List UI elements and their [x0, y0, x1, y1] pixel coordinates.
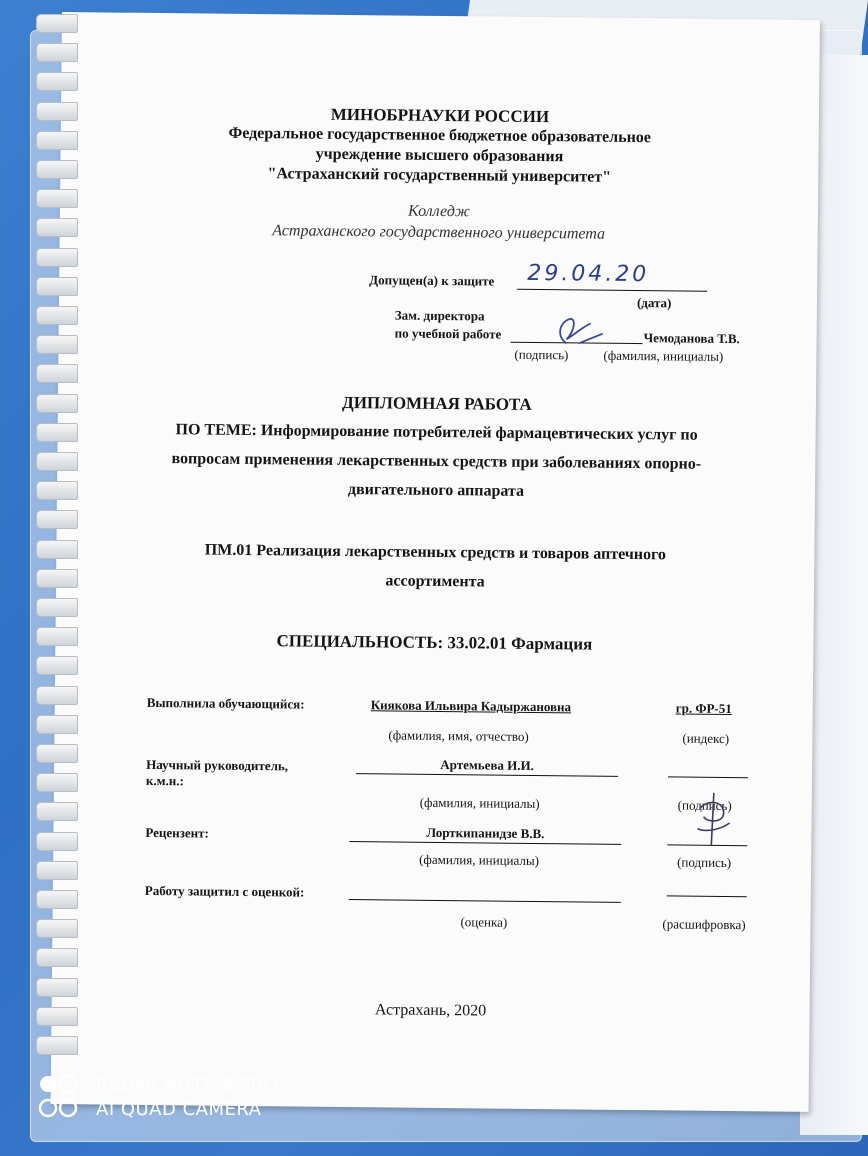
- spiral-ring: [36, 277, 78, 296]
- grade-label: Работу защитил с оценкой:: [144, 882, 305, 900]
- spiral-ring: [36, 102, 78, 121]
- deputy-line-1: Зам. директора: [394, 307, 485, 324]
- group-caption: (индекс): [682, 730, 730, 747]
- spiral-ring: [36, 656, 78, 675]
- student-name: Киякова Ильвира Кадыржановна: [370, 697, 572, 715]
- spiral-ring: [36, 481, 78, 500]
- institution-line-2: учреждение высшего образования: [315, 145, 564, 166]
- spiral-ring: [36, 218, 78, 237]
- spiral-ring: [36, 43, 78, 62]
- spiral-ring: [36, 715, 78, 734]
- spiral-ring: [36, 861, 78, 880]
- supervisor-sign-line: [668, 776, 748, 778]
- spiral-ring: [36, 919, 78, 938]
- ministry-heading: МИНОБРНАУКИ РОССИИ: [330, 104, 550, 127]
- name-caption: (фамилия, инициалы): [603, 347, 724, 364]
- spiral-ring: [36, 364, 78, 383]
- spiral-binding: [36, 14, 80, 1064]
- topic-line-3: двигательного аппарата: [347, 481, 525, 500]
- supervisor-caption: (фамилия, инициалы): [419, 794, 540, 812]
- spiral-ring: [36, 978, 78, 997]
- spiral-ring: [36, 14, 78, 33]
- student-group: гр. ФР-51: [675, 700, 732, 717]
- spiral-ring: [36, 452, 78, 471]
- supervisor-name: Артемьева И.И.: [440, 757, 535, 773]
- spiral-ring: [36, 832, 78, 851]
- college-line-1: Колледж: [408, 202, 470, 221]
- spiral-ring: [36, 948, 78, 967]
- spiral-ring: [36, 160, 78, 179]
- watermark-line-2: AI QUAD CAMERA: [96, 1099, 262, 1120]
- title-page: [51, 12, 820, 1112]
- decode-line: [667, 895, 747, 897]
- supervisor-signature: [693, 789, 734, 849]
- module-line-1: ПМ.01 Реализация лекарственных средств и товаров аптечного: [204, 541, 667, 564]
- spiral-ring: [36, 335, 78, 354]
- spiral-ring: [36, 569, 78, 588]
- spiral-ring: [36, 306, 78, 325]
- specialty: СПЕЦИАЛЬНОСТЬ: 33.02.01 Фармация: [276, 631, 593, 654]
- watermark-line-1: REDMI NOTE 8 PRO: [96, 1074, 279, 1095]
- city-year: Астрахань, 2020: [374, 1001, 487, 1020]
- date-caption: (дата): [636, 295, 672, 311]
- spiral-ring: [36, 131, 78, 150]
- spiral-ring: [36, 423, 78, 442]
- student-label: Выполнила обучающийся:: [146, 694, 305, 712]
- institution-line-1: Федеральное государственное бюджетное образовательное: [228, 124, 652, 147]
- decode-caption: (расшифровка): [662, 916, 746, 933]
- spiral-ring: [36, 510, 78, 529]
- university-name: "Астраханский государственный университет": [267, 165, 612, 186]
- supervisor-label-1: Научный руководитель,: [146, 756, 289, 774]
- spiral-ring: [36, 686, 78, 705]
- module-line-2: ассортимента: [385, 572, 485, 591]
- spiral-ring: [36, 248, 78, 267]
- document-page: [51, 12, 820, 1112]
- reviewer-caption: (фамилия, инициалы): [419, 851, 540, 869]
- spiral-ring: [36, 394, 78, 413]
- signature-caption: (подпись): [514, 346, 569, 363]
- admitted-date-line: [517, 289, 707, 292]
- reviewer-name: Лорткипанидзе В.В.: [426, 824, 545, 842]
- grade-line: [349, 899, 621, 903]
- spiral-ring: [36, 598, 78, 617]
- spiral-ring: [36, 744, 78, 763]
- camera-lens-icon: [38, 1074, 82, 1120]
- spiral-ring: [36, 627, 78, 646]
- spiral-ring: [36, 1007, 78, 1026]
- college-line-2: Астраханского государственного университета: [272, 222, 606, 243]
- spiral-ring: [36, 72, 78, 91]
- deputy-line-2: по учебной работе: [394, 325, 502, 342]
- work-type-heading: ДИПЛОМНАЯ РАБОТА: [341, 392, 532, 414]
- admitted-label: Допущен(а) к защите: [369, 272, 495, 289]
- supervisor-label-2: к.м.н.:: [145, 772, 184, 789]
- spiral-ring: [36, 1036, 78, 1055]
- supervisor-sign-caption: (подпись): [677, 797, 732, 814]
- reviewer-sign-caption: (подпись): [677, 854, 732, 871]
- admitted-date: 29.04.20: [527, 260, 650, 288]
- topic-line-1: ПО ТЕМЕ: Информирование потребителей фармацевтических услуг по: [175, 421, 698, 444]
- student-name-caption: (фамилия, имя, отчество): [388, 727, 529, 744]
- topic-line-2: вопросам применения лекарственных средств при заболеваниях опорно-: [171, 450, 702, 473]
- spiral-ring: [36, 540, 78, 559]
- reviewer-label: Рецензент:: [145, 824, 209, 841]
- spiral-ring: [36, 802, 78, 821]
- grade-caption: (оценка): [460, 914, 508, 930]
- deputy-name: Чемоданова Т.В.: [643, 330, 740, 347]
- spiral-ring: [36, 189, 78, 208]
- spiral-ring: [36, 890, 78, 909]
- spiral-ring: [36, 773, 78, 792]
- deputy-signature: [548, 313, 608, 350]
